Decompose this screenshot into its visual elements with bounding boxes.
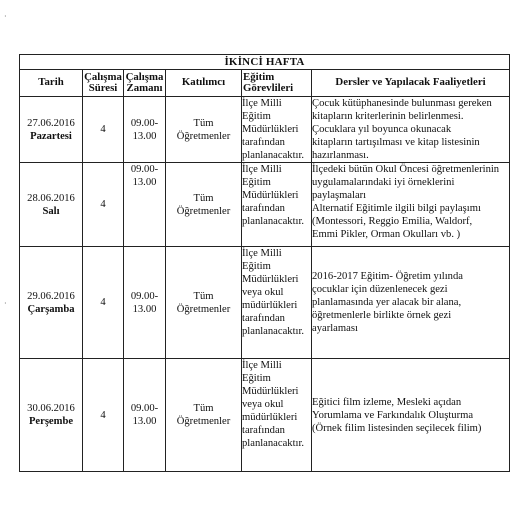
schedule-table [19,54,510,472]
schedule-body [20,97,510,472]
participant-text: Tüm Öğretmenler [176,117,231,142]
date-cell [20,359,83,472]
date-cell [20,97,83,163]
scan-speck: · [4,299,7,308]
header-row [20,70,510,97]
header-duration: Çalışma Süresi [83,70,124,97]
staff-cell: İlçe Milli Eğitim Müdürlükleri veya okul müdürlükleri tarafından planlanacaktır. [242,359,312,472]
time-cell: 09.00- 13.00 [124,359,166,472]
table-row [20,163,510,247]
duration-cell: 4 [83,163,124,247]
header-staff: Eğitim Görevlileri [242,70,312,97]
date-text: 29.06.2016 [27,290,75,302]
table-row [20,359,510,472]
activities-cell: İlçedeki bütün Okul Öncesi öğretmenlerinin uygulamalarındaki iyi örneklerini paylaşmaları Alternatif Eğitimle ilgili bilgi paylaşımı (Montessori, Reggio Emilia, Waldorf, Emmi Pikler, Orman Okulları vb. ) [312,163,510,247]
date-cell [20,163,83,247]
table-row [20,97,510,163]
header-participant: Katılımcı [166,70,242,97]
header-activities: Dersler ve Yapılacak Faaliyetleri [312,70,510,97]
week-title: İKİNCİ HAFTA [20,55,510,70]
participant-cell [166,97,242,163]
participant-cell [166,247,242,359]
duration-cell: 4 [83,247,124,359]
table-row [20,247,510,359]
day-text: Pazartesi [30,130,72,142]
day-text: Çarşamba [27,303,75,315]
staff-cell: İlçe Milli Eğitim Müdürlükleri tarafından planlanacaktır. [242,97,312,163]
day-text: Salı [42,205,60,217]
header-time: Çalışma Zamanı [124,70,166,97]
header-date: Tarih [20,70,83,97]
participant-cell [166,359,242,472]
time-cell: 09.00- 13.00 [124,163,166,247]
date-cell [20,247,83,359]
date-text: 28.06.2016 [27,192,75,204]
participant-cell [166,163,242,247]
duration-cell: 4 [83,97,124,163]
date-text: 27.06.2016 [27,117,75,129]
duration-cell: 4 [83,359,124,472]
staff-cell: İlçe Milli Eğitim Müdürlükleri tarafından planlanacaktır. [242,163,312,247]
participant-text: Tüm Öğretmenler [176,192,231,217]
participant-text: Tüm Öğretmenler [176,403,231,427]
time-cell: 09.00- 13.00 [124,97,166,163]
activities-cell: Çocuk kütüphanesinde bulunması gereken kitapların kriterlerinin belirlenmesi. Çocuklara yıl boyunca okunacak kitapların tartışılması ve kitap listesinin hazırlanması. [312,97,510,163]
time-cell: 09.00- 13.00 [124,247,166,359]
participant-text: Tüm Öğretmenler [176,290,231,315]
activities-cell: 2016-2017 Eğitim- Öğretim yılında çocuklar için düzenlenecek gezi planlamasında yer alacak bir alana, öğretmenlerle birlikte örnek gezi ayarlaması [312,247,510,359]
staff-cell: İlçe Milli Eğitim Müdürlükleri veya okul müdürlükleri tarafından planlanacaktır. [242,247,312,359]
scan-speck: · [4,12,7,21]
date-text: 30.06.2016 [27,403,75,414]
day-text: Perşembe [28,416,74,427]
activities-cell: Eğitici film izleme, Mesleki açıdan Yorumlama ve Farkındalık Oluşturma (Örnek filim listesinden seçilecek filim) [312,359,510,472]
